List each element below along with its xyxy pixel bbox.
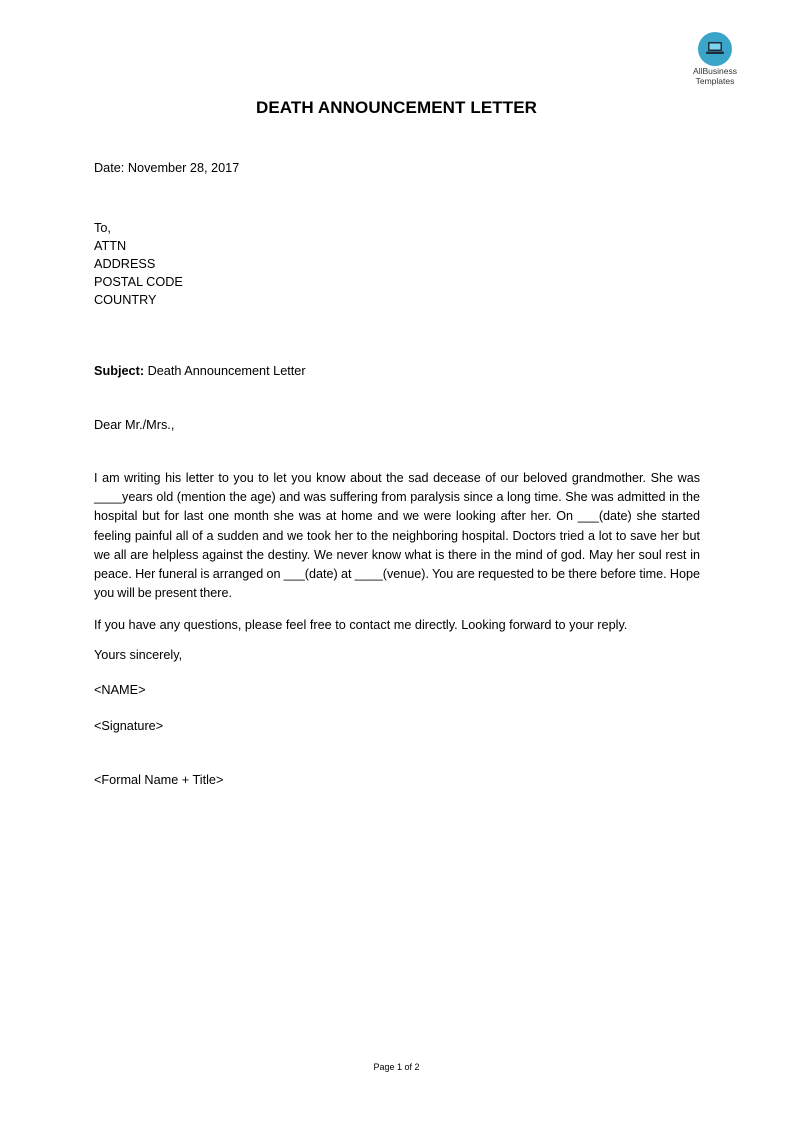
letter-title: DEATH ANNOUNCEMENT LETTER [255,98,538,117]
salutation: Dear Mr./Mrs., [94,418,175,432]
laptop-icon [698,32,732,66]
subject-label: Subject: [94,364,145,378]
subject-text: Death Announcement Letter [144,364,306,378]
recipient-postal-code: POSTAL CODE [94,275,183,289]
recipient-attn: ATTN [94,239,127,253]
recipient-country: COUNTRY [94,293,157,307]
name-placeholder: <NAME> [94,683,146,697]
allbusiness-logo [680,32,750,86]
questions-paragraph: If you have any questions, please feel free to contact me directly. Looking forward to your reply. [94,618,628,632]
recipient-to: To, [94,221,111,235]
closing: Yours sincerely, [94,648,183,662]
page-footer: Page 1 of 2 [373,1062,420,1072]
date-line: Date: November 28, 2017 [94,161,240,175]
body-paragraph: I am writing his letter to you to let you know about the sad decease of our beloved grandmother. She was ____years old (mention the age) and was suffering from paralysis since a long time. She was admitted in the hospital but for last one month she was at home and we were looking after her. On ___(date) she started feeling painful all of a sudden and we took her to the neighboring hospital. Doctors tried a lot to save her but we all are helpless against the destiny. We never know what is there in the mind of god. May her soul rest in peace. Her funeral is arranged on ___(date) at ____(venue). You are requested to be there before time. Hope you will be present there. [94,471,700,601]
signature-placeholder: <Signature> [94,719,164,733]
formal-name-placeholder: <Formal Name + Title> [94,773,224,787]
logo-text-line1: AllBusiness [693,66,737,76]
subject-line [94,362,306,380]
recipient-address: ADDRESS [94,257,156,271]
logo-text-line2: Templates [695,76,735,86]
